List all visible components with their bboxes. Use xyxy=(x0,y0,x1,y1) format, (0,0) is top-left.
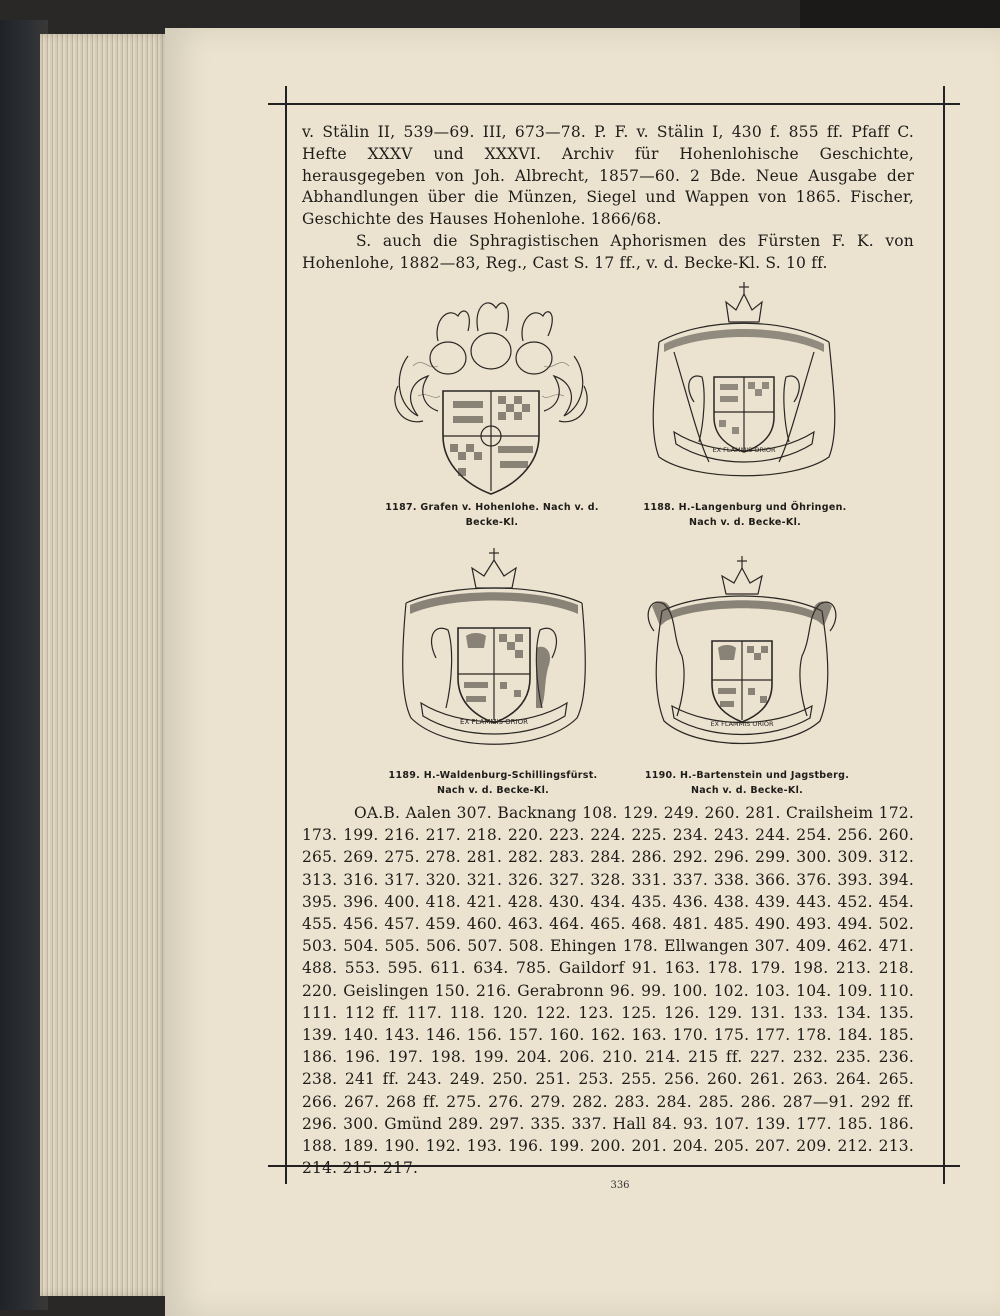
coat-of-arms-1190 xyxy=(642,556,842,766)
motto-ribbon-1190: EX FLAMMIS ORIOR xyxy=(710,720,774,728)
coat-of-arms-1188 xyxy=(644,282,844,494)
background-corner xyxy=(800,0,1000,28)
page-edges xyxy=(40,34,170,1296)
frame-top-rule xyxy=(268,103,960,105)
motto-ribbon-1188: EX FLAMMIS ORIOR xyxy=(712,446,776,454)
frame-left-rule xyxy=(285,86,287,1184)
frame-right-rule xyxy=(943,86,945,1184)
see-also-paragraph: S. auch die Sphragistischen Aphorismen des Fürsten F. K. von Hohenlohe, 1882—83, Reg., Cast S. 17 ff., v. d. Becke-Kl. S. 10 ff. xyxy=(302,231,914,272)
caption-1188: 1188. H.-Langenburg und Öhringen. Nach v. d. Becke-Kl. xyxy=(643,502,847,528)
oab-index-paragraph: OA.B. Aalen 307. Backnang 108. 129. 249. 260. 281. Crailsheim 172. 173. 199. 216. 217. 218. 220. 223. 224. 225. 234. 243. 244. 254. 256. 260. 265. 269. 275. 278. 281. 282. 283. 284. 286. 292. 296. 299. 300. 309. 312. 313. 316. 317. 320. 321. 326. 327. 328. 331. 337. 338. 366. 376. 393. 394. 395. 396. 400. 418. 421. 428. 430. 434. 435. 436. 438. 439. 443. 452. 454. 455. 456. 457. 459. 460. 463. 464. 465. 468. 481. 485. 490. 493. 494. 502. 503. 504. 505. 506. 507. 508. Ehingen 178. Ellwangen 307. 409. 462. 471. 488. 553. 595. 611. 634. 785. Gaildorf 91. 163. 178. 179. 198. 213. 218. 220. Geislingen 150. 216. Gerabronn 96. 99. 100. 102. 103. 104. 109. 110. 111. 112 ff. 117. 118. 120. 122. 123. 125. 126. 129. 131. 133. 134. 135. 139. 140. 143. 146. 156. 157. 160. 162. 163. 170. 175. 177. 178. 184. 185. 186. 196. 197. 198. 199. 204. 206. 210. 214. 215 ff. 227. 232. 235. 236. 238. 241 ff. 243. 249. 250. 251. 253. 255. 256. 260. 261. 263. 264. 265. 266. 267. 268 ff. 275. 276. 279. 282. 283. 284. 285. 286. 287—91. 292 ff. 296. 300. Gmünd 289. 297. 335. 337. Hall 84. 93. 107. 139. 177. 185. 186. 188. 189. 190. 192. 193. 196. 199. 200. 201. 204. 205. 207. 209. 212. 213. 214. 215. 217. xyxy=(302,804,914,1178)
page-number: 336 xyxy=(610,1180,630,1191)
motto-ribbon-1189: EX FLAMMIS ORIOR xyxy=(460,718,528,726)
coat-of-arms-1187 xyxy=(388,296,594,496)
top-text xyxy=(302,122,914,275)
caption-1189: 1189. H.-Waldenburg-Schillingsfürst. Nach v. d. Becke-Kl. xyxy=(388,770,598,796)
coat-of-arms-1189 xyxy=(396,548,592,766)
caption-1187: 1187. Grafen v. Hohenlohe. Nach v. d. Becke-Kl. xyxy=(385,502,599,528)
bibliography-paragraph: v. Stälin II, 539—69. III, 673—78. P. F. v. Stälin I, 430 f. 855 ff. Pfaff C. Hefte XXXV und XXXVI. Archiv für Hohenlohische Geschichte, herausgegeben von Joh. Albrecht, 1857—60. 2 Bde. Neue Ausgabe der Abhandlungen über die Münzen, Siegel und Wappen von 1865. Fischer, Geschichte des Hauses Hohenlohe. 1866/68. xyxy=(302,123,914,229)
caption-1190: 1190. H.-Bartenstein und Jagstberg. Nach v. d. Becke-Kl. xyxy=(644,770,850,796)
